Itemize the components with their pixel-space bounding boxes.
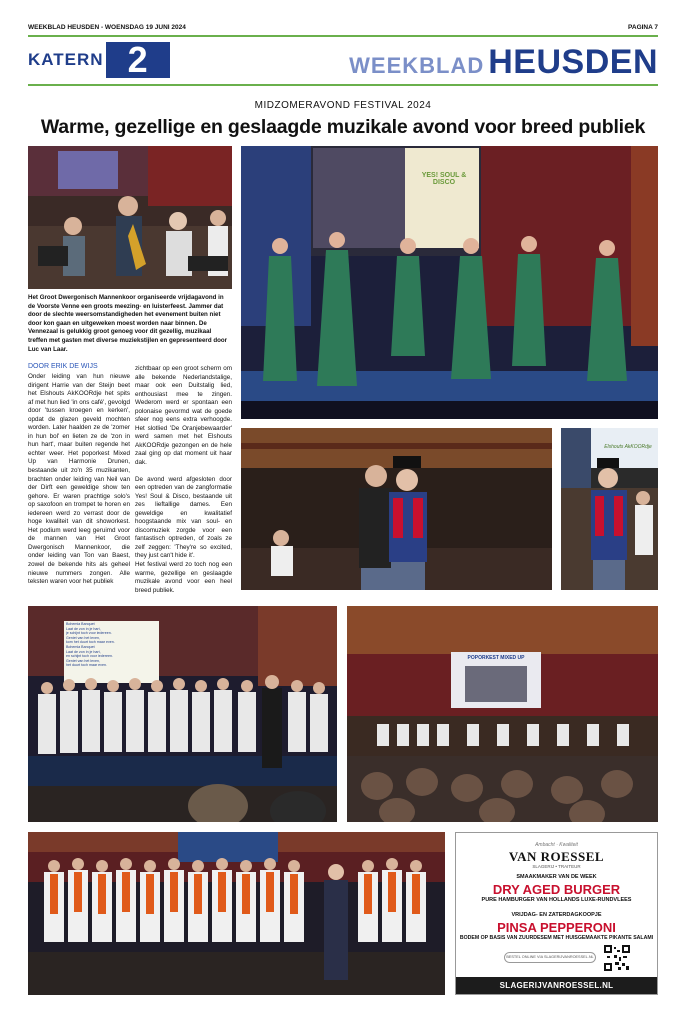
photo-mens-choir (28, 832, 445, 995)
ad-week-product: DRY AGED BURGER (492, 882, 621, 897)
photo-choir-lyrics (28, 606, 337, 822)
photo-choir-sign (561, 428, 658, 590)
article-column-1 (28, 373, 130, 587)
ad-week-title: SMAAKMAKER VAN DE WEEK (516, 874, 597, 880)
photo-poporkest (347, 606, 658, 822)
katern-label (28, 41, 170, 79)
ad-weekend-description: BODEM OP BASIS VAN ZUURDESEM MET HUISGEMAAKTE PIKANTE SALAMI (459, 935, 654, 941)
stage-screen-title: YES! SOUL & DISCO (421, 172, 467, 186)
poporkest-screen-text: POPORKEST MIXED UP (467, 655, 525, 661)
column-2-paragraph-1: zichtbaar op een groot scherm om alle bekende Nederlandstalige, maar ook een Duitstalig lied, enthousiast mee te zingen. Wederom werd er spontaan een polonaise gevormd wat de goede sfeer nog eens extra verhoogde. Het slotlied 'De Oranjebewaarder' werd samen met het Elshouts AkKOORdje gezongen en de hele zaal ging op dat moment uit haar dak. (135, 365, 232, 467)
article-byline: DOOR ERIK DE WIJS (28, 363, 98, 370)
brand-logo (349, 43, 658, 82)
katern-number: 2 (106, 42, 170, 78)
ad-brand-sub: SLAGERIJ • TRAITEUR (532, 864, 581, 869)
brand-second-word: HEUSDEN (488, 43, 658, 81)
photo-saxophonist (28, 146, 232, 289)
ad-order-online-button[interactable]: BESTEL ONLINE VIA SLAGERIJVANROESSEL.NL (504, 952, 596, 963)
photo-singers-duo (241, 428, 552, 590)
publication-date: WEEKBLAD HEUSDEN - WOENSDAG 19 JUNI 2024 (28, 24, 186, 31)
ad-website[interactable] (456, 977, 657, 994)
column-1-text: Onder leiding van hun nieuwe dirigent Harrie van der Steijn beet het Elshouts AkKOORdje het spits af met hun lied 'in ons café', gevolgd door 'tussen kroegen en kerken', opdat de glazen geveld mochten worden. Later haalden ze de 'zomer in hun bol' en lieten ze de 'zon in hun hart', maar buiten regende het echter weer. Het poporkest Mixed Up van Harmonie Drunen, bestaande uit zo'n 35 muzikanten, brachten onder leiding van Neil van der Dirft een geweldige show ten gehore. Er waren prachtige solo's op saxofoon en trompet te horen en iedereen werd zo verrast door de hoge kwaliteit van dit showorkest. Het podium werd leeg geruimd voor de mannen van Het Groot Dwergonisch Mannenkoor, die onder leiding van Ton van Baest, zowel de bekende hits als geheel nieuwe nummers zongen. Alle teksten waren voor het publiek (28, 373, 130, 586)
page-top-bar (28, 22, 658, 34)
ad-tagline: Ambacht · Kwaliteit (535, 842, 578, 848)
brand-first-word: WEEKBLAD (349, 53, 485, 78)
header-rule-bottom (28, 84, 658, 86)
ad-website-label: SLAGERIJVANROESSEL.NL (499, 981, 614, 990)
page-number: PAGINA 7 (628, 24, 658, 31)
ad-weekend-title: VRIJDAG- EN ZATERDAGKOOPJE (511, 912, 602, 918)
qr-code-icon[interactable] (604, 945, 630, 971)
lyrics-screen-text: Bohemia Banquet Laat de zon in je hart, je schijnt toch voor iedereen. Geniet van het leven, kom het duurt toch maar even. Bohemia Banquet Laat de zon in je hart, en schijnt toch voor iedereen. Geniet van het leven, het duurt toch maar even. (66, 622, 115, 668)
column-2-paragraph-3: Het festival werd zo toch nog een warme, gezellige en geslaagde muzikale avond voor een heel breed publiek. (135, 561, 232, 594)
article-headline: Warme, gezellige en geslaagde muzikale avond voor breed publiek (40, 116, 646, 138)
article-kicker: MIDZOMERAVOND FESTIVAL 2024 (254, 100, 432, 111)
article-column-2 (135, 365, 232, 595)
ad-week-description: PURE HAMBURGER VAN HOLLANDS LUXE-RUNDVLEES (481, 897, 632, 903)
advertisement-van-roessel[interactable] (455, 832, 658, 995)
header-rule-top (28, 35, 658, 37)
choir-sign-text: Elshouts AkKOORdje (604, 444, 652, 450)
ad-weekend-product: PINSA PEPPERONI (497, 920, 616, 935)
ad-brand-name: VAN ROESSEL (508, 849, 605, 864)
column-2-paragraph-2: De avond werd afgesloten door een optreden van de zangformatie Yes! Soul & Disco, bestaande uit zes lieftallige dames. Een geweldige en kwalitatief hoogstaande mix van soul- en discomuziek zorgde voor een fantastisch optreden, of zoals ze zelf zeggen: 'They're so excited, they just can't hide it'. (135, 475, 232, 560)
photo-caption: Het Groot Dwergonisch Mannenkoor organiseerde vrijdagavond in de Voorste Venne een groots meezing- en luisterfeest. Jammer dat door de slechte weersomstandigheden het evenement buiten niet door kon gaan en uitgeweken moest worden naar binnen. De Vennezaal is gelukkig groot genoeg voor dit gezellig, muzikaal treffen met gasten met diverse muziekstijlen en gepresenteerd door Luc van Laar. (28, 294, 228, 353)
katern-word: KATERN (28, 50, 104, 69)
photo-yes-soul-disco (241, 146, 658, 419)
